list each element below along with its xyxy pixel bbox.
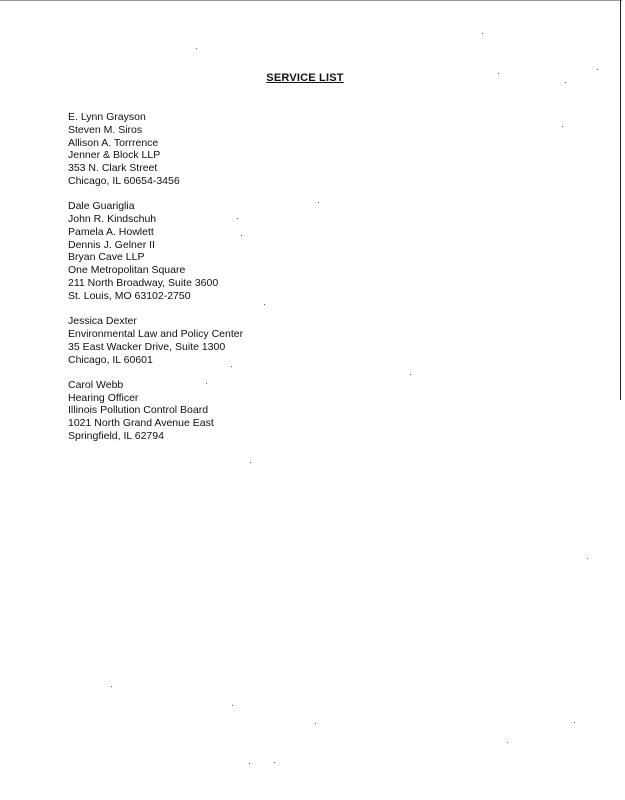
- scan-speck: [250, 462, 251, 463]
- scan-speck: [206, 383, 207, 384]
- page-right-edge: [620, 0, 621, 400]
- entry-line: Chicago, IL 60654-3456: [68, 174, 180, 187]
- scan-speck: [562, 126, 563, 127]
- entry-line: Jenner & Block LLP: [68, 149, 161, 162]
- scan-speck: [315, 723, 316, 724]
- entry-line: Allison A. Torrrence: [68, 136, 159, 149]
- page-title: SERVICE LIST: [266, 72, 344, 84]
- scan-speck: [507, 742, 508, 743]
- entry-line: Steven M. Siros: [68, 123, 143, 136]
- entry-line: 1021 North Grand Avenue East: [68, 417, 214, 430]
- entry-line: Bryan Cave LLP: [68, 251, 145, 264]
- scan-speck: [498, 73, 499, 74]
- scan-speck: [249, 763, 250, 764]
- service-list: [68, 111, 468, 455]
- entry-line: Chicago, IL 60601: [68, 353, 153, 366]
- entry-line: Hearing Officer: [68, 391, 139, 404]
- entry-line: John R. Kindschuh: [68, 213, 157, 226]
- entry-line: Pamela A. Howlett: [68, 225, 154, 238]
- entry-line: Springfield, IL 62794: [68, 430, 164, 443]
- scan-speck: [565, 82, 566, 83]
- service-entry-4: [68, 379, 468, 443]
- scan-speck: [587, 558, 588, 559]
- entry-line: 35 East Wacker Drive, Suite 1300: [68, 340, 226, 353]
- scan-speck: [111, 686, 112, 687]
- scan-speck: [232, 705, 233, 706]
- entry-line: 353 N. Clark Street: [68, 162, 158, 175]
- entry-line: One Metropolitan Square: [68, 264, 186, 277]
- scan-speck: [237, 218, 238, 219]
- entry-line: St. Louis, MO 63102-2750: [68, 289, 191, 302]
- entry-line: Environmental Law and Policy Center: [68, 327, 244, 340]
- entry-line: Carol Webb: [68, 378, 124, 391]
- entry-line: Jessica Dexter: [68, 315, 137, 328]
- entry-line: 211 North Broadway, Suite 3600: [68, 277, 219, 290]
- service-entry-2: [68, 200, 468, 302]
- scan-speck: [241, 235, 242, 236]
- scan-speck: [274, 762, 275, 763]
- entry-line: Illinois Pollution Control Board: [68, 404, 209, 417]
- entry-line: Dale Guariglia: [68, 200, 135, 213]
- scan-speck: [410, 374, 411, 375]
- service-entry-3: [68, 315, 468, 366]
- service-entry-1: [68, 111, 468, 188]
- scan-speck: [264, 304, 265, 305]
- scan-speck: [318, 202, 319, 203]
- entry-line: E. Lynn Grayson: [68, 111, 146, 123]
- scan-speck: [597, 69, 598, 70]
- scan-speck: [196, 48, 197, 49]
- scan-speck: [574, 722, 575, 723]
- scan-speck: [482, 33, 483, 34]
- scan-speck: [231, 366, 232, 367]
- page-top-edge: [0, 0, 622, 1]
- entry-line: Dennis J. Gelner II: [68, 238, 155, 251]
